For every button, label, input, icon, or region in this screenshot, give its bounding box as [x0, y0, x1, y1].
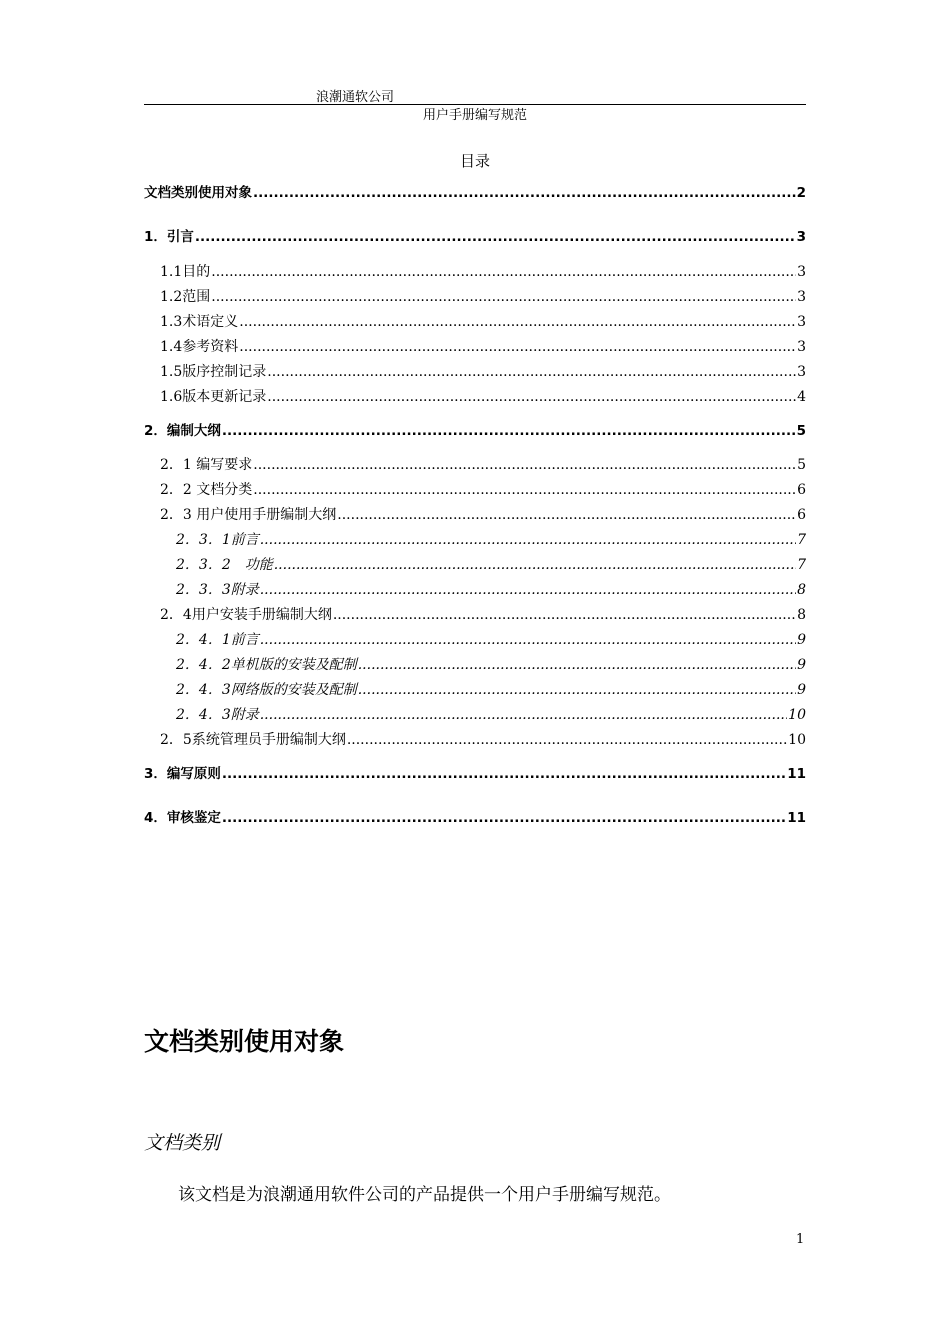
toc-leader-dots [253, 455, 796, 475]
toc-entry-label: 2．4．2单机版的安装及配制 [176, 657, 357, 673]
toc-entry-page: 10 [788, 707, 806, 723]
toc-entry[interactable] [144, 287, 806, 307]
toc-entry[interactable] [144, 630, 806, 650]
section-subheading: 文档类别 [144, 1132, 221, 1154]
toc-entry-label: 2．2 文档分类 [160, 482, 253, 498]
toc-entry[interactable] [144, 480, 806, 500]
toc-entry-page: 3 [797, 289, 806, 305]
toc-leader-dots [239, 312, 796, 332]
toc-entry-page: 5 [797, 457, 806, 473]
toc-entry-label: 1.3术语定义 [160, 314, 239, 330]
toc-entry-label: 2．3．1前言 [176, 532, 259, 548]
toc-entry-page: 11 [787, 766, 806, 782]
toc-entry-page: 3 [797, 264, 806, 280]
toc-entry[interactable] [144, 262, 806, 282]
toc-leader-dots [260, 630, 796, 650]
toc-entry[interactable] [144, 362, 806, 382]
toc-entry-label: 2．3．3附录 [176, 582, 259, 598]
toc-entry-page: 5 [796, 423, 806, 439]
toc-entry-page: 7 [797, 532, 806, 548]
toc-entry-label: 1.1目的 [160, 264, 211, 280]
toc-entry[interactable] [144, 764, 806, 784]
toc-entry-label: 1.4参考资料 [160, 339, 239, 355]
toc-leader-dots [253, 183, 796, 203]
toc-leader-dots [260, 530, 796, 550]
toc-entry-label: 1.6版本更新记录 [160, 389, 267, 405]
toc-entry[interactable] [144, 183, 806, 203]
toc-leader-dots [333, 605, 796, 625]
toc-entry-page: 6 [797, 507, 806, 523]
toc-entry[interactable] [144, 530, 806, 550]
toc-entry[interactable] [144, 655, 806, 675]
toc-entry[interactable] [144, 455, 806, 475]
toc-leader-dots [347, 730, 787, 750]
toc-entry-page: 3 [797, 364, 806, 380]
toc-entry[interactable] [144, 312, 806, 332]
toc-leader-dots [222, 764, 786, 784]
toc-entry-label: 2．4．3网络版的安装及配制 [176, 682, 357, 698]
toc-leader-dots [358, 655, 796, 675]
toc-entry-label: 1．引言 [144, 229, 194, 245]
toc-leader-dots [260, 705, 787, 725]
toc-entry-page: 6 [797, 482, 806, 498]
toc-leader-dots [260, 580, 796, 600]
toc-entry-page: 3 [796, 229, 806, 245]
toc-entry-label: 2．4．1前言 [176, 632, 259, 648]
toc-entry-label: 1.2范围 [160, 289, 211, 305]
toc-entry[interactable] [144, 337, 806, 357]
toc-entry-page: 4 [797, 389, 806, 405]
toc-leader-dots [253, 480, 796, 500]
toc-entry-page: 2 [796, 185, 806, 201]
toc-entry-label: 2．4用户安装手册编制大纲 [160, 607, 332, 623]
header-company: 浪潮通软公司 [316, 90, 395, 105]
toc-leader-dots [211, 287, 796, 307]
toc-leader-dots [239, 337, 796, 357]
toc-leader-dots [195, 227, 796, 247]
toc-entry[interactable] [144, 808, 806, 828]
toc-leader-dots [267, 387, 796, 407]
toc-leader-dots [337, 505, 796, 525]
toc-entry-label: 3．编写原则 [144, 766, 221, 782]
toc-entry-label: 2．5系统管理员手册编制大纲 [160, 732, 346, 748]
toc-entry[interactable] [144, 705, 806, 725]
toc-leader-dots [267, 362, 796, 382]
toc-leader-dots [222, 421, 796, 441]
toc-entry-page: 9 [797, 682, 806, 698]
body-paragraph: 该文档是为浪潮通用软件公司的产品提供一个用户手册编写规范。 [178, 1185, 671, 1205]
toc-entry[interactable] [144, 555, 806, 575]
toc-title: 目录 [459, 152, 490, 170]
toc-entry-page: 11 [787, 810, 806, 826]
toc-entry-page: 3 [797, 339, 806, 355]
toc-entry[interactable] [144, 605, 806, 625]
toc-entry-label: 文档类别使用对象 [144, 185, 252, 201]
toc-entry-label: 4．审核鉴定 [144, 810, 221, 826]
toc-entry-label: 1.5版序控制记录 [160, 364, 267, 380]
toc-entry[interactable] [144, 680, 806, 700]
toc-leader-dots [222, 808, 786, 828]
toc-entry-label: 2．1 编写要求 [160, 457, 253, 473]
toc-entry[interactable] [144, 505, 806, 525]
toc-entry[interactable] [144, 580, 806, 600]
toc-entry-label: 2．3．2 功能 [176, 557, 273, 573]
toc-leader-dots [274, 555, 796, 575]
toc-entry-page: 8 [797, 607, 806, 623]
toc-entry-label: 2．编制大纲 [144, 423, 221, 439]
toc-entry[interactable] [144, 227, 806, 247]
table-of-contents [144, 0, 806, 840]
toc-entry-page: 9 [797, 657, 806, 673]
toc-entry[interactable] [144, 387, 806, 407]
toc-entry-page: 9 [797, 632, 806, 648]
page-number: 1 [796, 1232, 805, 1247]
header-doc-title: 用户手册编写规范 [422, 108, 527, 123]
section-heading: 文档类别使用对象 [144, 1027, 345, 1056]
toc-entry-page: 3 [797, 314, 806, 330]
toc-leader-dots [211, 262, 796, 282]
toc-entry-page: 10 [788, 732, 806, 748]
toc-leader-dots [358, 680, 796, 700]
toc-entry-page: 7 [797, 557, 806, 573]
toc-entry[interactable] [144, 421, 806, 441]
toc-entry-page: 8 [797, 582, 806, 598]
toc-entry-label: 2．3 用户使用手册编制大纲 [160, 507, 337, 523]
toc-entry-label: 2．4．3附录 [176, 707, 259, 723]
toc-entry[interactable] [144, 730, 806, 750]
